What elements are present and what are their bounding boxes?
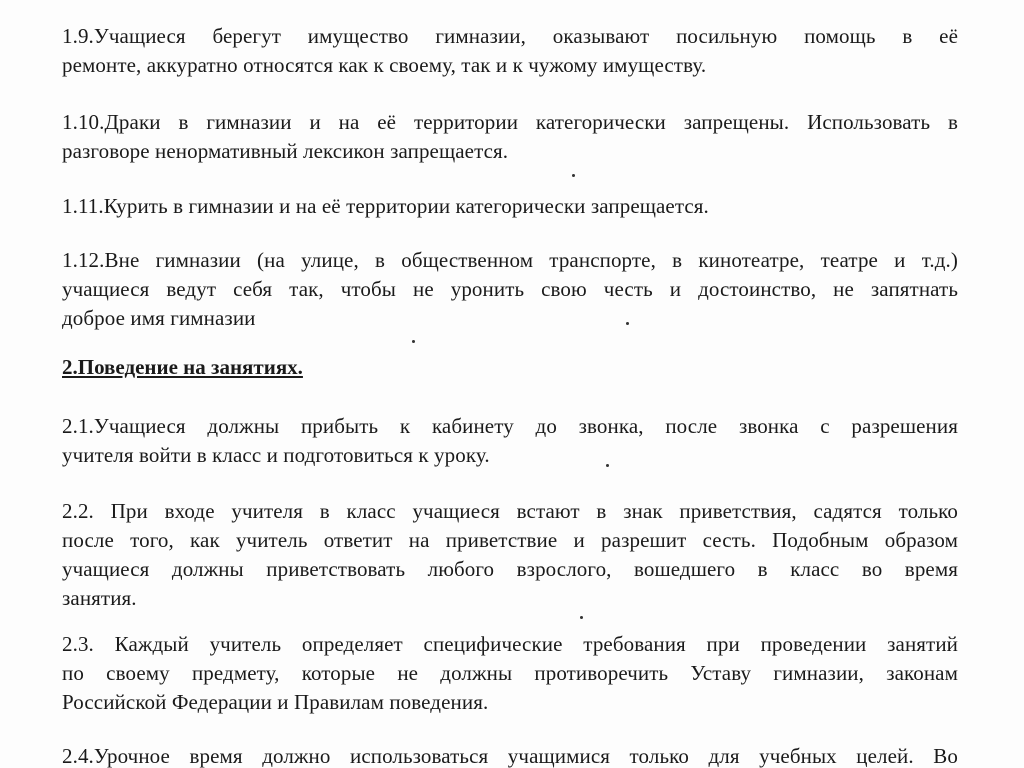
paragraph-line: по своему предмету, которые не должны противоречить Уставу гимназии, законам [62, 661, 958, 685]
paragraph-line: Российской Федерации и Правилам поведения. [62, 690, 489, 714]
paragraph-line: 2.4.Урочное время должно использоваться учащимися только для учебных целей. Во [62, 744, 958, 768]
paragraph-2-4 [62, 742, 958, 768]
paragraph-line: учащиеся должны приветствовать любого взрослого, вошедшего в класс во время [62, 557, 958, 581]
paragraph-2-3 [62, 630, 958, 717]
section-2-heading: 2.Поведение на занятиях. [62, 355, 303, 379]
scan-speck [606, 464, 609, 467]
scan-speck [580, 616, 583, 619]
paragraph-2-1 [62, 412, 958, 470]
paragraph-line: учителя войти в класс и подготовиться к уроку. [62, 443, 490, 467]
paragraph-1-11 [62, 192, 958, 221]
scan-speck [572, 174, 575, 177]
paragraph-line: ремонте, аккуратно относятся как к своему, так и к чужому имуществу. [62, 53, 707, 77]
paragraph-line: занятия. [62, 586, 137, 610]
paragraph-line: 2.2. При входе учителя в класс учащиеся встают в знак приветствия, садятся только [62, 499, 958, 523]
paragraph-line: разговоре ненормативный лексикон запрещается. [62, 139, 509, 163]
scan-speck [626, 322, 629, 325]
paragraph-1-10 [62, 108, 958, 166]
paragraph-2-2 [62, 497, 958, 613]
paragraph-1-12 [62, 246, 958, 333]
paragraph-1-9 [62, 22, 958, 80]
paragraph-line: 1.9.Учащиеся берегут имущество гимназии, оказывают посильную помощь в её [62, 24, 958, 48]
paragraph-line: 1.10.Драки в гимназии и на её территории категорически запрещены. Использовать в [62, 110, 958, 134]
scan-speck [412, 340, 415, 343]
paragraph-line: доброе имя гимназии [62, 306, 256, 330]
paragraph-line: 2.3. Каждый учитель определяет специфические требования при проведении занятий [62, 632, 958, 656]
paragraph-line: 1.11.Курить в гимназии и на её территории категорически запрещается. [62, 194, 709, 218]
paragraph-line: 1.12.Вне гимназии (на улице, в общественном транспорте, в кинотеатре, театре и т.д.) [62, 248, 958, 272]
paragraph-line: после того, как учитель ответит на приветствие и разрешит сесть. Подобным образом [62, 528, 958, 552]
paragraph-line: 2.1.Учащиеся должны прибыть к кабинету до звонка, после звонка с разрешения [62, 414, 958, 438]
paragraph-line: учащиеся ведут себя так, чтобы не уронить свою честь и достоинство, не запятнать [62, 277, 958, 301]
